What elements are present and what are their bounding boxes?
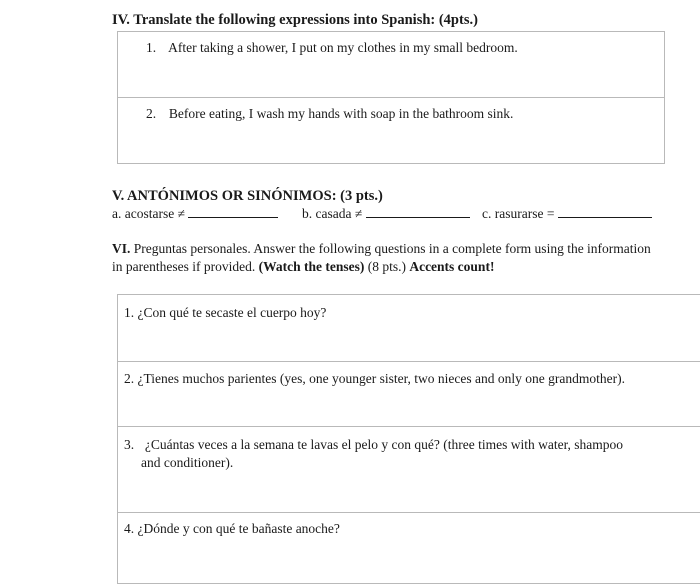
antonym-item-a xyxy=(112,206,278,222)
answer-blank-a[interactable] xyxy=(188,206,278,218)
section-iv-title: IV. Translate the following expressions into Spanish: (4pts.) xyxy=(112,12,478,28)
question-number: 4. xyxy=(124,521,135,536)
accents-note: Accents count! xyxy=(409,259,495,274)
divider xyxy=(117,426,700,427)
intro-text: in parentheses if provided. xyxy=(112,259,256,274)
translate-item-2 xyxy=(146,106,513,122)
question-number: 3. xyxy=(124,437,135,452)
question-number: 1. xyxy=(124,305,135,320)
item-text: After taking a shower, I put on my clothes in my small bedroom. xyxy=(168,40,518,55)
question-number: 2. xyxy=(124,371,135,386)
question-1 xyxy=(124,305,326,321)
item-label: b. casada ≠ xyxy=(302,206,363,221)
divider xyxy=(117,361,700,362)
question-text: ¿Tienes muchos parientes (yes, one younger sister, two nieces and only one grandmother). xyxy=(137,371,625,386)
points-text: (8 pts.) xyxy=(367,259,406,274)
section-v-title: V. ANTÓNIMOS OR SINÓNIMOS: (3 pts.) xyxy=(112,188,383,204)
divider xyxy=(117,512,700,513)
answer-blank-b[interactable] xyxy=(366,206,470,218)
question-3-continued: and conditioner). xyxy=(141,455,234,470)
intro-text: Preguntas personales. Answer the following questions in a complete form using the information xyxy=(133,241,651,256)
antonym-item-b xyxy=(302,206,470,222)
question-text: ¿Con qué te secaste el cuerpo hoy? xyxy=(137,305,327,320)
question-4 xyxy=(124,521,340,537)
synonym-item-c xyxy=(482,206,652,222)
question-2 xyxy=(124,371,625,387)
item-number: 1. xyxy=(146,40,157,55)
intro-emphasis: (Watch the tenses) xyxy=(258,259,365,274)
answer-blank-c[interactable] xyxy=(558,206,652,218)
item-label: c. rasurarse = xyxy=(482,206,555,221)
item-label: a. acostarse ≠ xyxy=(112,206,185,221)
translate-item-1 xyxy=(146,40,518,56)
item-text: Before eating, I wash my hands with soap in the bathroom sink. xyxy=(168,106,514,121)
section-vi-intro-line1 xyxy=(112,240,651,258)
section-vi-number: VI. xyxy=(112,241,131,256)
question-text: ¿Dónde y con qué te bañaste anoche? xyxy=(137,521,340,536)
section-vi-intro-line2 xyxy=(112,258,494,276)
question-text: ¿Cuántas veces a la semana te lavas el pelo y con qué? (three times with water, shampoo xyxy=(144,437,624,452)
divider xyxy=(117,97,665,98)
item-number: 2. xyxy=(146,106,157,121)
question-3 xyxy=(124,437,623,453)
